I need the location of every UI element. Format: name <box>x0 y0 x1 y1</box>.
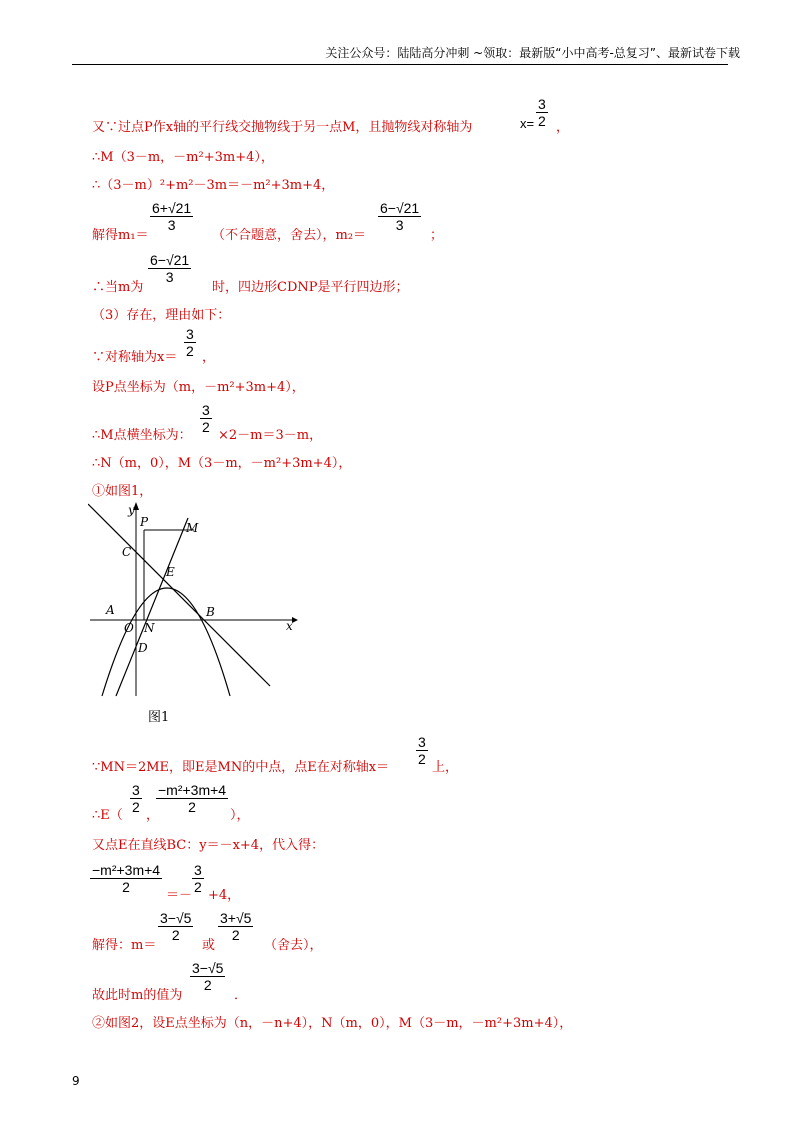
numerator: 3 <box>538 96 546 112</box>
denominator: 2 <box>202 419 210 435</box>
numerator: 3 <box>194 862 202 878</box>
text-line-16b: 或 <box>202 938 216 953</box>
text-line-5a: ∴当m为 <box>92 280 144 295</box>
label-m: M <box>186 521 199 535</box>
page-header: 关注公众号：陆陆高分冲刺 ~领取：最新版“小中高考-总复习”、最新试卷下载 <box>325 46 740 60</box>
label-x: x <box>286 619 293 633</box>
label-e: E <box>166 565 175 579</box>
fraction-3-over-2 <box>536 96 548 129</box>
text-line-11: ①如图1， <box>92 484 153 499</box>
denominator: 2 <box>171 927 180 943</box>
figure-1-caption: 图1 <box>148 710 170 725</box>
text-line-4b: （不合题意，舍去），m₂＝ <box>212 228 367 243</box>
fraction-eq-left <box>90 862 162 895</box>
denominator: 3 <box>395 217 404 233</box>
text-line-9a: ∴M点横坐标为： <box>92 428 192 443</box>
numerator: 3−√5 <box>160 910 192 926</box>
text-line-16a: 解得：m＝ <box>92 938 157 953</box>
line-bc <box>88 504 270 686</box>
text-line-6: （3）存在，理由如下： <box>92 308 231 323</box>
text-line-13a: ∴E（ <box>92 808 123 823</box>
denominator: 2 <box>122 879 130 895</box>
denominator: 2 <box>418 751 426 767</box>
text-line-3: ∴（3－m）²+m²－3m＝－m²+3m+4， <box>92 178 335 193</box>
fraction-e-x <box>130 782 142 815</box>
denominator: 2 <box>203 977 212 993</box>
text-line-15b: +4， <box>208 888 241 903</box>
numerator: 3+√5 <box>220 910 252 926</box>
numerator: 3 <box>418 734 426 750</box>
label-a: A <box>106 603 115 617</box>
text-line-10: ∴N（m，0），M（3－m，－m²+3m+4）， <box>92 456 352 471</box>
text-line-16c: （舍去）， <box>264 938 323 953</box>
fraction-e-axis <box>416 734 428 767</box>
label-c: C <box>122 545 132 559</box>
denominator: 3 <box>167 217 176 233</box>
text-line-13b: ）， <box>230 808 250 823</box>
page-number: 9 <box>72 1074 80 1088</box>
header-divider <box>72 64 728 65</box>
label-p: P <box>140 515 149 529</box>
denominator: 2 <box>186 343 194 359</box>
text-line-17: 故此时m的值为 <box>92 988 183 1003</box>
denominator: 3 <box>165 269 174 285</box>
fraction-e-y <box>156 782 228 815</box>
denominator: 2 <box>231 927 240 943</box>
text-line-4a: 解得m₁＝ <box>92 228 149 243</box>
denominator: 2 <box>132 799 140 815</box>
fraction-m2 <box>378 200 421 233</box>
x-axis-arrow <box>292 617 298 623</box>
label-o: O <box>124 621 134 635</box>
text-line-9b: ×2－m＝3－m， <box>218 428 323 443</box>
numerator: −m²+3m+4 <box>92 862 161 878</box>
text-line-14: 又点E在直线BC：y＝－x+4，代入得： <box>92 838 325 853</box>
numerator: −m²+3m+4 <box>158 782 227 798</box>
fraction-m-sol-1 <box>158 910 193 943</box>
text-line-12b: 上， <box>432 760 459 775</box>
fraction-axis <box>184 326 196 359</box>
fraction-m-final <box>190 960 225 993</box>
label-b: B <box>206 605 215 619</box>
denominator: 2 <box>538 113 546 129</box>
text-line-5b: 时，四边形CDNP是平行四边形； <box>212 280 409 295</box>
denominator: 2 <box>194 879 202 895</box>
text-line-15a: ＝－ <box>166 888 193 903</box>
numerator: 3 <box>132 782 140 798</box>
text-line-18: ②如图2，设E点坐标为（n，－n+4），N（m，0），M（3－m，－m²+3m+4）， <box>92 1016 573 1031</box>
fraction-m-value <box>148 252 191 285</box>
text-line-7: ∵对称轴为x＝ <box>92 350 178 365</box>
numerator: 6+√21 <box>152 200 192 216</box>
numerator: 6−√21 <box>380 200 420 216</box>
line-1-text: 又∵过点P作x轴的平行线交抛物线于另一点M，且抛物线对称轴为 <box>92 120 473 135</box>
denominator: 2 <box>188 799 196 815</box>
text-line-2: ∴M（3－m，－m²+3m+4）， <box>92 150 274 165</box>
text-line-12a: ∵MN＝2ME，即E是MN的中点，点E在对称轴x＝ <box>92 760 390 775</box>
label-n: N <box>144 621 155 635</box>
fraction-m-sol-2 <box>218 910 253 943</box>
text-line-8: 设P点坐标为（m，－m²+3m+4）， <box>92 380 305 395</box>
numerator: 3 <box>202 402 210 418</box>
text-line-1 <box>92 116 472 135</box>
label-d: D <box>138 641 148 655</box>
fraction-eq-right <box>192 862 204 895</box>
label-y: y <box>128 503 135 517</box>
axis-x-label: x= <box>520 116 535 131</box>
fraction-m-abscissa <box>200 402 212 435</box>
fraction-m1 <box>150 200 193 233</box>
numerator: 3 <box>186 326 194 342</box>
numerator: 6−√21 <box>150 252 190 268</box>
figure-1-graph <box>88 500 308 700</box>
numerator: 3−√5 <box>192 960 224 976</box>
